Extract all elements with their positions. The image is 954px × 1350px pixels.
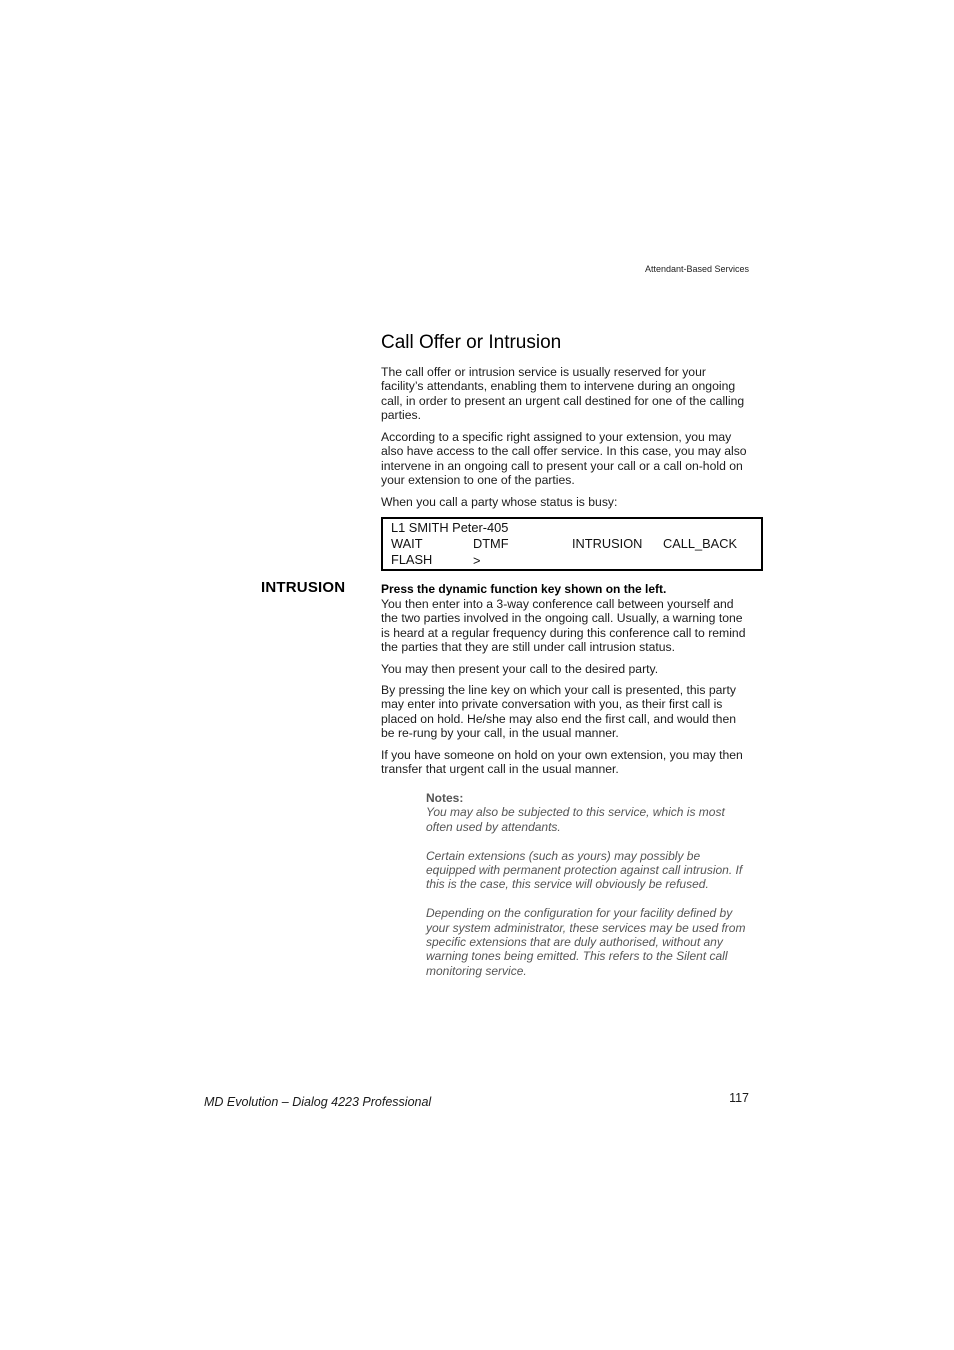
note-item-3: Depending on the configuration for your facility defined by your system administrator, these services may be used from specific extensions that are duly authorised, without any warning tones being emitted. This refers to the Silent call monitoring service. bbox=[426, 906, 746, 978]
phone-display bbox=[381, 517, 763, 571]
footer-document-title: MD Evolution – Dialog 4223 Professional bbox=[204, 1095, 432, 1109]
note-item-1: You may also be subjected to this service, which is most often used by attendants. bbox=[426, 805, 725, 834]
section-title: Call Offer or Intrusion bbox=[381, 332, 562, 353]
intrusion-side-heading: INTRUSION bbox=[261, 579, 346, 596]
running-header: Attendant-Based Services bbox=[644, 264, 749, 274]
page-number: 117 bbox=[729, 1091, 749, 1105]
note-item-2: Certain extensions (such as yours) may possibly be equipped with permanent protection against call intrusion. If this is the case, this service will obviously be refused. bbox=[426, 848, 743, 892]
display-key-dtmf: DTMF bbox=[473, 536, 509, 551]
intro-paragraph-3: When you call a party whose status is busy: bbox=[381, 495, 618, 509]
intrusion-instruction: Press the dynamic function key shown on the left. bbox=[381, 582, 667, 596]
intrusion-paragraph-2: You may then present your call to the desired party. bbox=[381, 662, 659, 676]
display-key-wait: WAIT bbox=[391, 536, 423, 551]
display-key-call-back: CALL_BACK bbox=[663, 536, 737, 551]
display-key-flash: FLASH bbox=[391, 552, 433, 567]
notes-label: Notes: bbox=[426, 791, 464, 805]
display-line-1: L1 SMITH Peter-405 bbox=[391, 520, 509, 535]
intrusion-paragraph-3: By pressing the line key on which your call is presented, this party may enter into private conversation with you, as their first call is placed on hold. He/she may also end the first call, and would then be re-rung by your call, in the usual manner. bbox=[381, 683, 737, 741]
display-key-intrusion: INTRUSION bbox=[572, 536, 643, 551]
intro-paragraph-2: According to a specific right assigned to your extension, you may also have access to the call offer service. In this case, you may also intervene in an ongoing call to present your call or a call on-hold on your extension to one of the parties. bbox=[381, 430, 747, 488]
intro-paragraph-1: The call offer or intrusion service is usually reserved for your facility’s attendants, enabling them to intervene during an ongoing call, in order to present an urgent call destined for one of the calling parties. bbox=[381, 365, 745, 423]
intrusion-paragraph-1: You then enter into a 3-way conference call between yourself and the two parties involved in the ongoing call. Usually, a warning tone is heard at a regular frequency during this conference call to remind the parties that they are still under call intrusion status. bbox=[381, 597, 746, 655]
display-more-arrow: > bbox=[473, 553, 481, 568]
notes-block bbox=[426, 791, 751, 993]
intrusion-paragraph-4: If you have someone on hold on your own extension, you may then transfer that urgent call in the usual manner. bbox=[381, 748, 743, 777]
